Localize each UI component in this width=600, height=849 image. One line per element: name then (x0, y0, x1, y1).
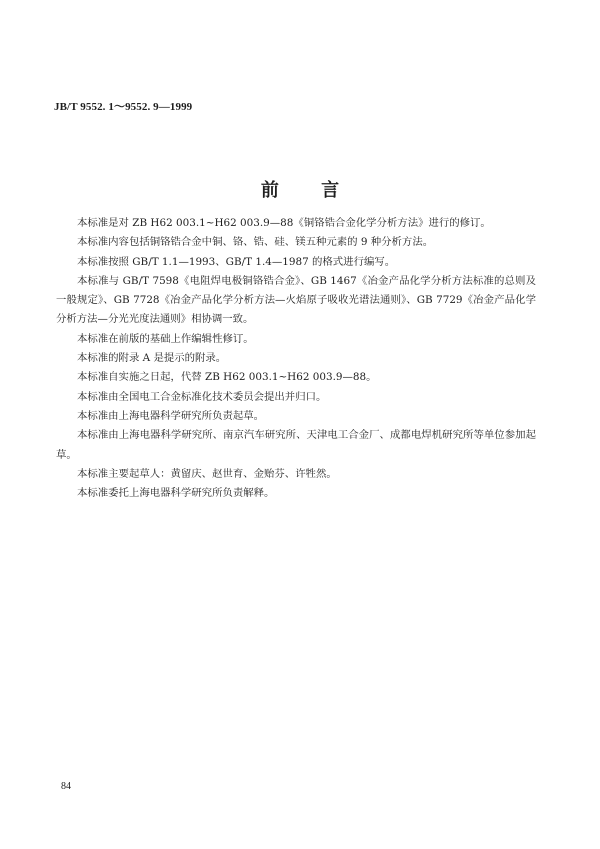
paragraph: 本标准与 GB/T 7598《电阻焊电极铜铬锆合金》、GB 1467《冶金产品化学分析方法标准的总则及一般规定》、GB 7728《冶金产品化学分析方法—火焰原子吸收光谱法通则》、GB 7729《冶金产品化学分析方法—分光光度法通则》相协调一致。 (56, 274, 536, 326)
standard-code-header: JB/T 9552. 1～9552. 9—1999 (54, 101, 193, 113)
paragraph: 本标准主要起草人：黄留庆、赵世育、金贻芬、许牲然。 (77, 467, 337, 480)
paragraph: 本标准的附录 A 是提示的附录。 (77, 352, 227, 365)
page-title: 前 言 (260, 180, 358, 201)
paragraph: 本标准委托上海电器科学研究所负责解释。 (77, 487, 275, 500)
paragraph: 本标准按照 GB/T 1.1—1993、GB/T 1.4—1987 的格式进行编写。 (77, 255, 396, 268)
paragraph: 本标准在前版的基础上作编辑性修订。 (77, 332, 254, 345)
page-number: 84 (61, 781, 71, 792)
foreword-body (56, 214, 536, 503)
paragraph: 本标准由上海电器科学研究所负责起草。 (77, 409, 265, 422)
paragraph: 本标准内容包括铜铬锆合金中铜、铬、锆、硅、镁五种元素的 9 种分析方法。 (77, 236, 434, 249)
paragraph: 本标准由全国电工合金标准化技术委员会提出并归口。 (77, 390, 327, 403)
paragraph: 本标准是对 ZB H62 003.1~H62 003.9—88《铜铬锆合金化学分析方法》进行的修订。 (77, 217, 491, 229)
paragraph: 本标准由上海电器科学研究所、南京汽车研究所、天津电工合金厂、成都电焊机研究所等单位参加起草。 (56, 429, 536, 461)
paragraph: 本标准自实施之日起，代替 ZB H62 003.1~H62 003.9—88。 (77, 371, 377, 384)
